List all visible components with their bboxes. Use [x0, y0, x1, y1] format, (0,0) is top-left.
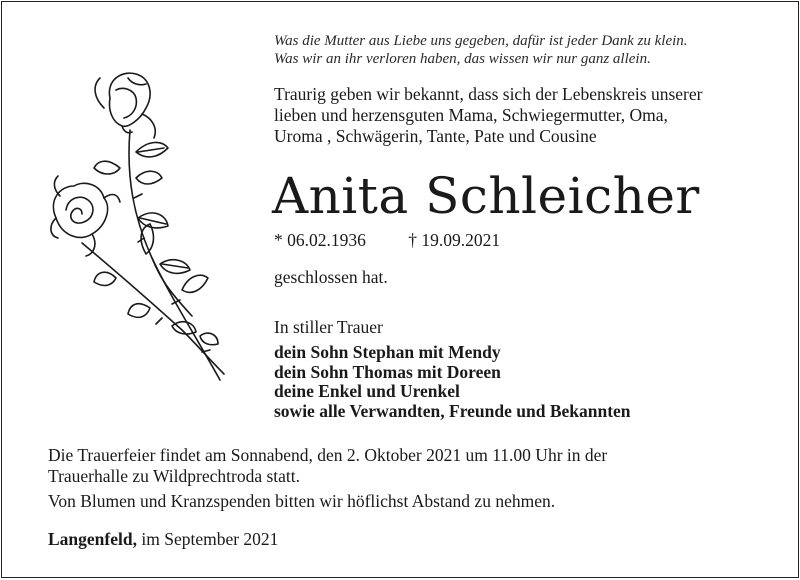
place-and-date	[48, 529, 278, 550]
mourner-entry: deine Enkel und Urenkel	[274, 381, 460, 401]
place-city: Langenfeld,	[48, 529, 137, 549]
death-date: † 19.09.2021	[408, 230, 501, 250]
mourners-list	[274, 343, 631, 421]
birth-date: * 06.02.1936	[274, 230, 366, 250]
obituary-notice	[1, 1, 799, 578]
verse-line: Was die Mutter aus Liebe uns gegeben, dafür ist jeder Dank zu klein.	[274, 33, 688, 49]
mourning-label: In stiller Trauer	[274, 317, 383, 337]
funeral-line: Trauerhalle zu Wildprechtroda statt.	[48, 466, 300, 486]
announcement-line: Traurig geben wir bekannt, dass sich der Lebenskreis unserer	[274, 84, 703, 104]
mourner-entry: sowie alle Verwandten, Freunde und Bekannten	[274, 400, 631, 421]
memorial-verse	[274, 32, 774, 68]
announcement-line: lieben und herzensguten Mama, Schwiegermutter, Oma,	[274, 105, 668, 125]
mourner-entry: dein Sohn Thomas mit Doreen	[274, 361, 501, 382]
verse-line: Was wir an ihr verloren haben, das wissen wir nur ganz allein.	[274, 51, 651, 67]
flowers-request: Von Blumen und Kranzspenden bitten wir höflichst Abstand zu nehmen.	[48, 491, 556, 511]
announcement-text	[274, 84, 774, 147]
closing-text: geschlossen hat.	[274, 267, 388, 287]
life-dates	[274, 230, 500, 251]
mourner-entry: dein Sohn Stephan mit Mendy	[274, 342, 501, 362]
announcement-line: Uroma , Schwägerin, Tante, Pate und Cousine	[274, 126, 597, 146]
funeral-line: Die Trauerfeier findet am Sonnabend, den 2. Oktober 2021 um 11.00 Uhr in der	[48, 445, 608, 465]
rose-illustration-icon	[42, 68, 242, 388]
place-date: im September 2021	[141, 529, 279, 549]
funeral-info	[48, 445, 768, 512]
deceased-name: Anita Schleicher	[272, 167, 700, 225]
